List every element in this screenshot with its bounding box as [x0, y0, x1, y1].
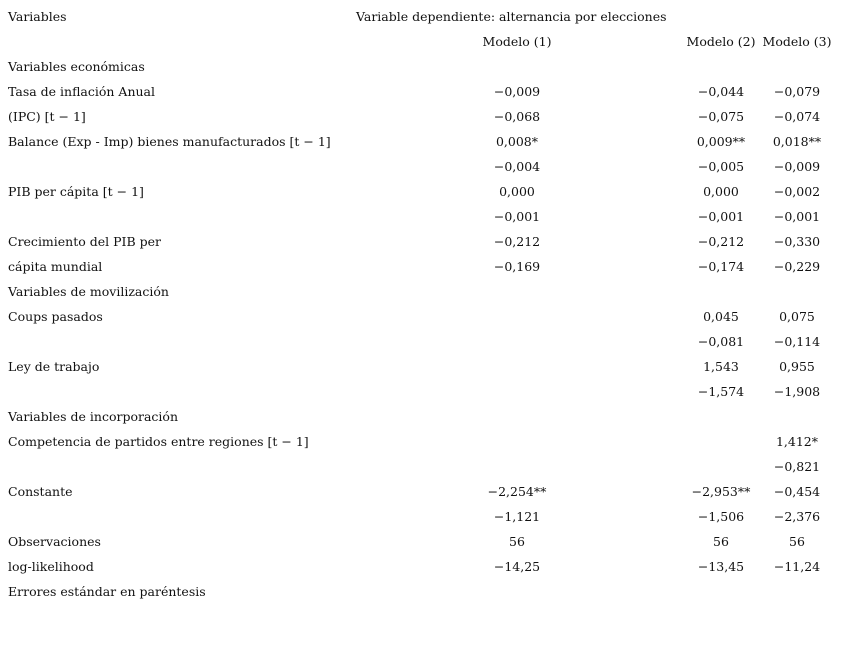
model-1-value: 56: [509, 534, 525, 549]
model-3-value: −11,24: [773, 559, 821, 574]
model-2-value: −1,574: [697, 384, 745, 399]
row-label: Balance (Exp - Imp) bienes manufacturados [t − 1]: [8, 134, 331, 149]
table-row: [0, 309, 841, 334]
row-label: Variables económicas: [8, 59, 145, 74]
row-label: Ley de trabajo: [8, 359, 100, 374]
dependent-variable-header: Variable dependiente: alternancia por elecciones: [356, 9, 667, 24]
model-3-value: −2,376: [773, 509, 821, 524]
model-2-value: −2,953**: [691, 484, 751, 499]
model-3-value: −0,002: [773, 184, 821, 199]
model-3-value: −0,001: [773, 209, 821, 224]
model-1-value: −14,25: [493, 559, 541, 574]
model-3-value: 1,412*: [775, 434, 819, 449]
model-3-value: −0,074: [773, 109, 821, 124]
row-label: Constante: [8, 484, 73, 499]
model-1-value: 0,008*: [495, 134, 539, 149]
model-1-value: −0,001: [493, 209, 541, 224]
model-1-value: −2,254**: [487, 484, 547, 499]
model-2-value: 1,543: [703, 359, 739, 374]
model-2-value: −0,081: [697, 334, 745, 349]
model-3-value: 0,955: [779, 359, 815, 374]
table-row: [0, 459, 841, 484]
model-1-value: −0,068: [493, 109, 541, 124]
variables-header: Variables: [8, 9, 67, 24]
model-3-value: −0,330: [773, 234, 821, 249]
model-2-value: −1,506: [697, 509, 745, 524]
models-header-row: [0, 34, 841, 59]
model-2-value: −0,044: [697, 84, 745, 99]
model-3-value: −0,009: [773, 159, 821, 174]
model-1-value: −1,121: [493, 509, 541, 524]
model-2-value: −13,45: [697, 559, 745, 574]
table-row: [0, 134, 841, 159]
table-row: [0, 509, 841, 534]
model-3-value: −0,454: [773, 484, 821, 499]
model-1-header: Modelo (1): [482, 34, 552, 49]
model-3-header: Modelo (3): [762, 34, 832, 49]
row-label: cápita mundial: [8, 259, 103, 274]
model-2-value: −0,001: [697, 209, 745, 224]
table-row: [0, 109, 841, 134]
table-row: [0, 184, 841, 209]
model-3-value: −1,908: [773, 384, 821, 399]
table-row: [0, 159, 841, 184]
row-label: Errores estándar en paréntesis: [8, 584, 206, 599]
table-row: [0, 59, 841, 84]
model-3-value: −0,079: [773, 84, 821, 99]
table-row: [0, 384, 841, 409]
model-3-value: −0,114: [773, 334, 821, 349]
model-1-value: −0,212: [493, 234, 541, 249]
row-label: Observaciones: [8, 534, 101, 549]
table-row: [0, 84, 841, 109]
model-1-value: −0,004: [493, 159, 541, 174]
model-2-value: −0,075: [697, 109, 745, 124]
table-row: [0, 559, 841, 584]
model-3-value: −0,821: [773, 459, 821, 474]
model-2-value: −0,174: [697, 259, 745, 274]
row-label: PIB per cápita [t − 1]: [8, 184, 144, 199]
model-1-value: 0,000: [499, 184, 535, 199]
table-row: [0, 409, 841, 434]
model-3-value: −0,229: [773, 259, 821, 274]
table-row: [0, 534, 841, 559]
table-row: [0, 209, 841, 234]
model-2-value: 0,000: [703, 184, 739, 199]
model-3-value: 0,075: [779, 309, 815, 324]
model-2-value: 0,009**: [696, 134, 746, 149]
table-header-row: [0, 9, 841, 34]
row-label: Variables de incorporación: [8, 409, 178, 424]
row-label: Variables de movilización: [8, 284, 169, 299]
table-row: [0, 259, 841, 284]
model-3-value: 0,018**: [772, 134, 822, 149]
model-2-value: −0,212: [697, 234, 745, 249]
model-1-value: −0,169: [493, 259, 541, 274]
table-row: [0, 234, 841, 259]
model-3-value: 56: [789, 534, 805, 549]
table-row: [0, 359, 841, 384]
row-label: log-likelihood: [8, 559, 94, 574]
row-label: Competencia de partidos entre regiones [t − 1]: [8, 434, 309, 449]
row-label: (IPC) [t − 1]: [8, 109, 86, 124]
table-row: [0, 434, 841, 459]
table-row: [0, 584, 841, 609]
model-2-header: Modelo (2): [686, 34, 756, 49]
table-row: [0, 284, 841, 309]
row-label: Tasa de inflación Anual: [8, 84, 155, 99]
table-row: [0, 334, 841, 359]
row-label: Crecimiento del PIB per: [8, 234, 162, 249]
model-2-value: 56: [713, 534, 729, 549]
model-2-value: 0,045: [703, 309, 739, 324]
row-label: Coups pasados: [8, 309, 103, 324]
model-2-value: −0,005: [697, 159, 745, 174]
model-1-value: −0,009: [493, 84, 541, 99]
table-row: [0, 484, 841, 509]
